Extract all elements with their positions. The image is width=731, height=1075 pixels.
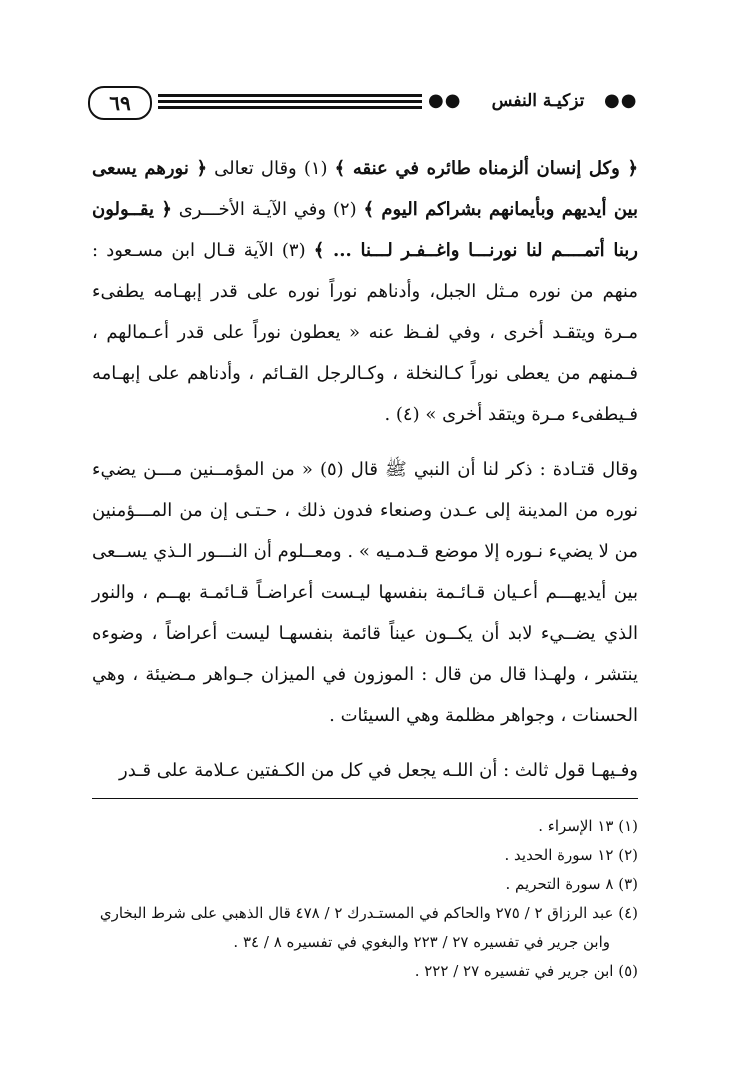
footnotes — [92, 812, 638, 986]
footnote-divider — [92, 798, 638, 799]
header-ornament-dots: ●● — [428, 90, 462, 111]
header-rule — [158, 100, 422, 103]
text-run: (٣) الآية قـال ابن مسـعود : منهم من نوره مـثل الجبل، وأدناهم نوراً نوره على قدر إبهـامه يطفىء مـرة ويتقـد أخرى ، وفي لفـظ عنه « يعطون نوراً على قدر أعـمالهم ، فـمنهم من يعطى نوراً كـالنخلة ، وكـالرجل القـائم ، وأدناهم على إبهـامه فـيطفىء مـرة ويتقد أخرى » (٤) . — [92, 240, 638, 425]
footnote-4-continuation: وابن جرير في تفسيره ٢٧ / ٢٢٣ والبغوي في تفسيره ٨ / ٣٤ . — [233, 933, 610, 951]
paragraph-1 — [92, 148, 638, 435]
footnote-5: (٥) ابن جرير في تفسيره ٢٧ / ٢٢٢ . — [414, 962, 638, 980]
footnote-4: (٤) عبد الرزاق ٢ / ٢٧٥ والحاكم في المستـدرك ٢ / ٤٧٨ قال الذهبي على شرط البخاري — [99, 904, 638, 922]
quran-quote: ﴿ نورهم يسعى بين أيديهم وبأيمانهم بشراكم اليوم ﴾ — [92, 158, 638, 220]
header-rule — [158, 94, 422, 97]
page-number: ٦٩ — [88, 86, 152, 120]
page-header — [88, 84, 640, 124]
footnote-2: (٢) ١٢ سورة الحديد . — [504, 846, 638, 864]
main-text — [92, 148, 638, 805]
text-run: (٢) وفي الآيـة الأخـــرى — [171, 199, 364, 220]
footnote-3: (٣) ٨ سورة التحريم . — [505, 875, 638, 893]
header-ornament-dots: ●● — [604, 90, 638, 111]
quran-quote: ﴿ وكل إنسان ألزمناه طائره في عنقه ﴾ — [334, 158, 639, 179]
footnote-1: (١) ١٣ الإسراء . — [538, 817, 638, 835]
text-run: (١) وقال تعالى — [207, 158, 335, 179]
header-rule — [158, 106, 422, 109]
paragraph-2: وقال قتـادة : ذكر لنا أن النبي ﷺ قال (٥) « من المؤمــنين مـــن يضيء نوره من المدينة إلى عـدن وصنعاء فدون ذلك ، حـتـى إن من المـــؤمنين من لا يضيء نـوره إلا موضع قـدمـيه » . ومعــلوم أن النـــور الـذي يســعى بين أيديهـــم أعـيان قـائـمة بنفسها ليـست أعراضـاً قـائمـة بهــم ، والنور الذي يضــيء لابد أن يكــون عيناً قائمة بنفسهـا ليست أعراضاً ، وضوءه ينتشر ، ولهـذا قال من قال : الموزون في الميزان جـواهر مـضيئة ، وهي الحسنات ، وجواهر مظلمة وهي السيئات . — [92, 459, 638, 726]
paragraph-3: وفـيهـا قول ثالث : أن اللـه يجعل في كل من الكـفتين عـلامة على قـدر — [119, 760, 638, 781]
quran-quote: ﴿ يقــولون ربنا أتمــــم لنا نورنـــا واغــفـر لـــنا ... ﴾ — [92, 199, 638, 261]
running-title: تزكيـة النفس — [491, 91, 585, 111]
